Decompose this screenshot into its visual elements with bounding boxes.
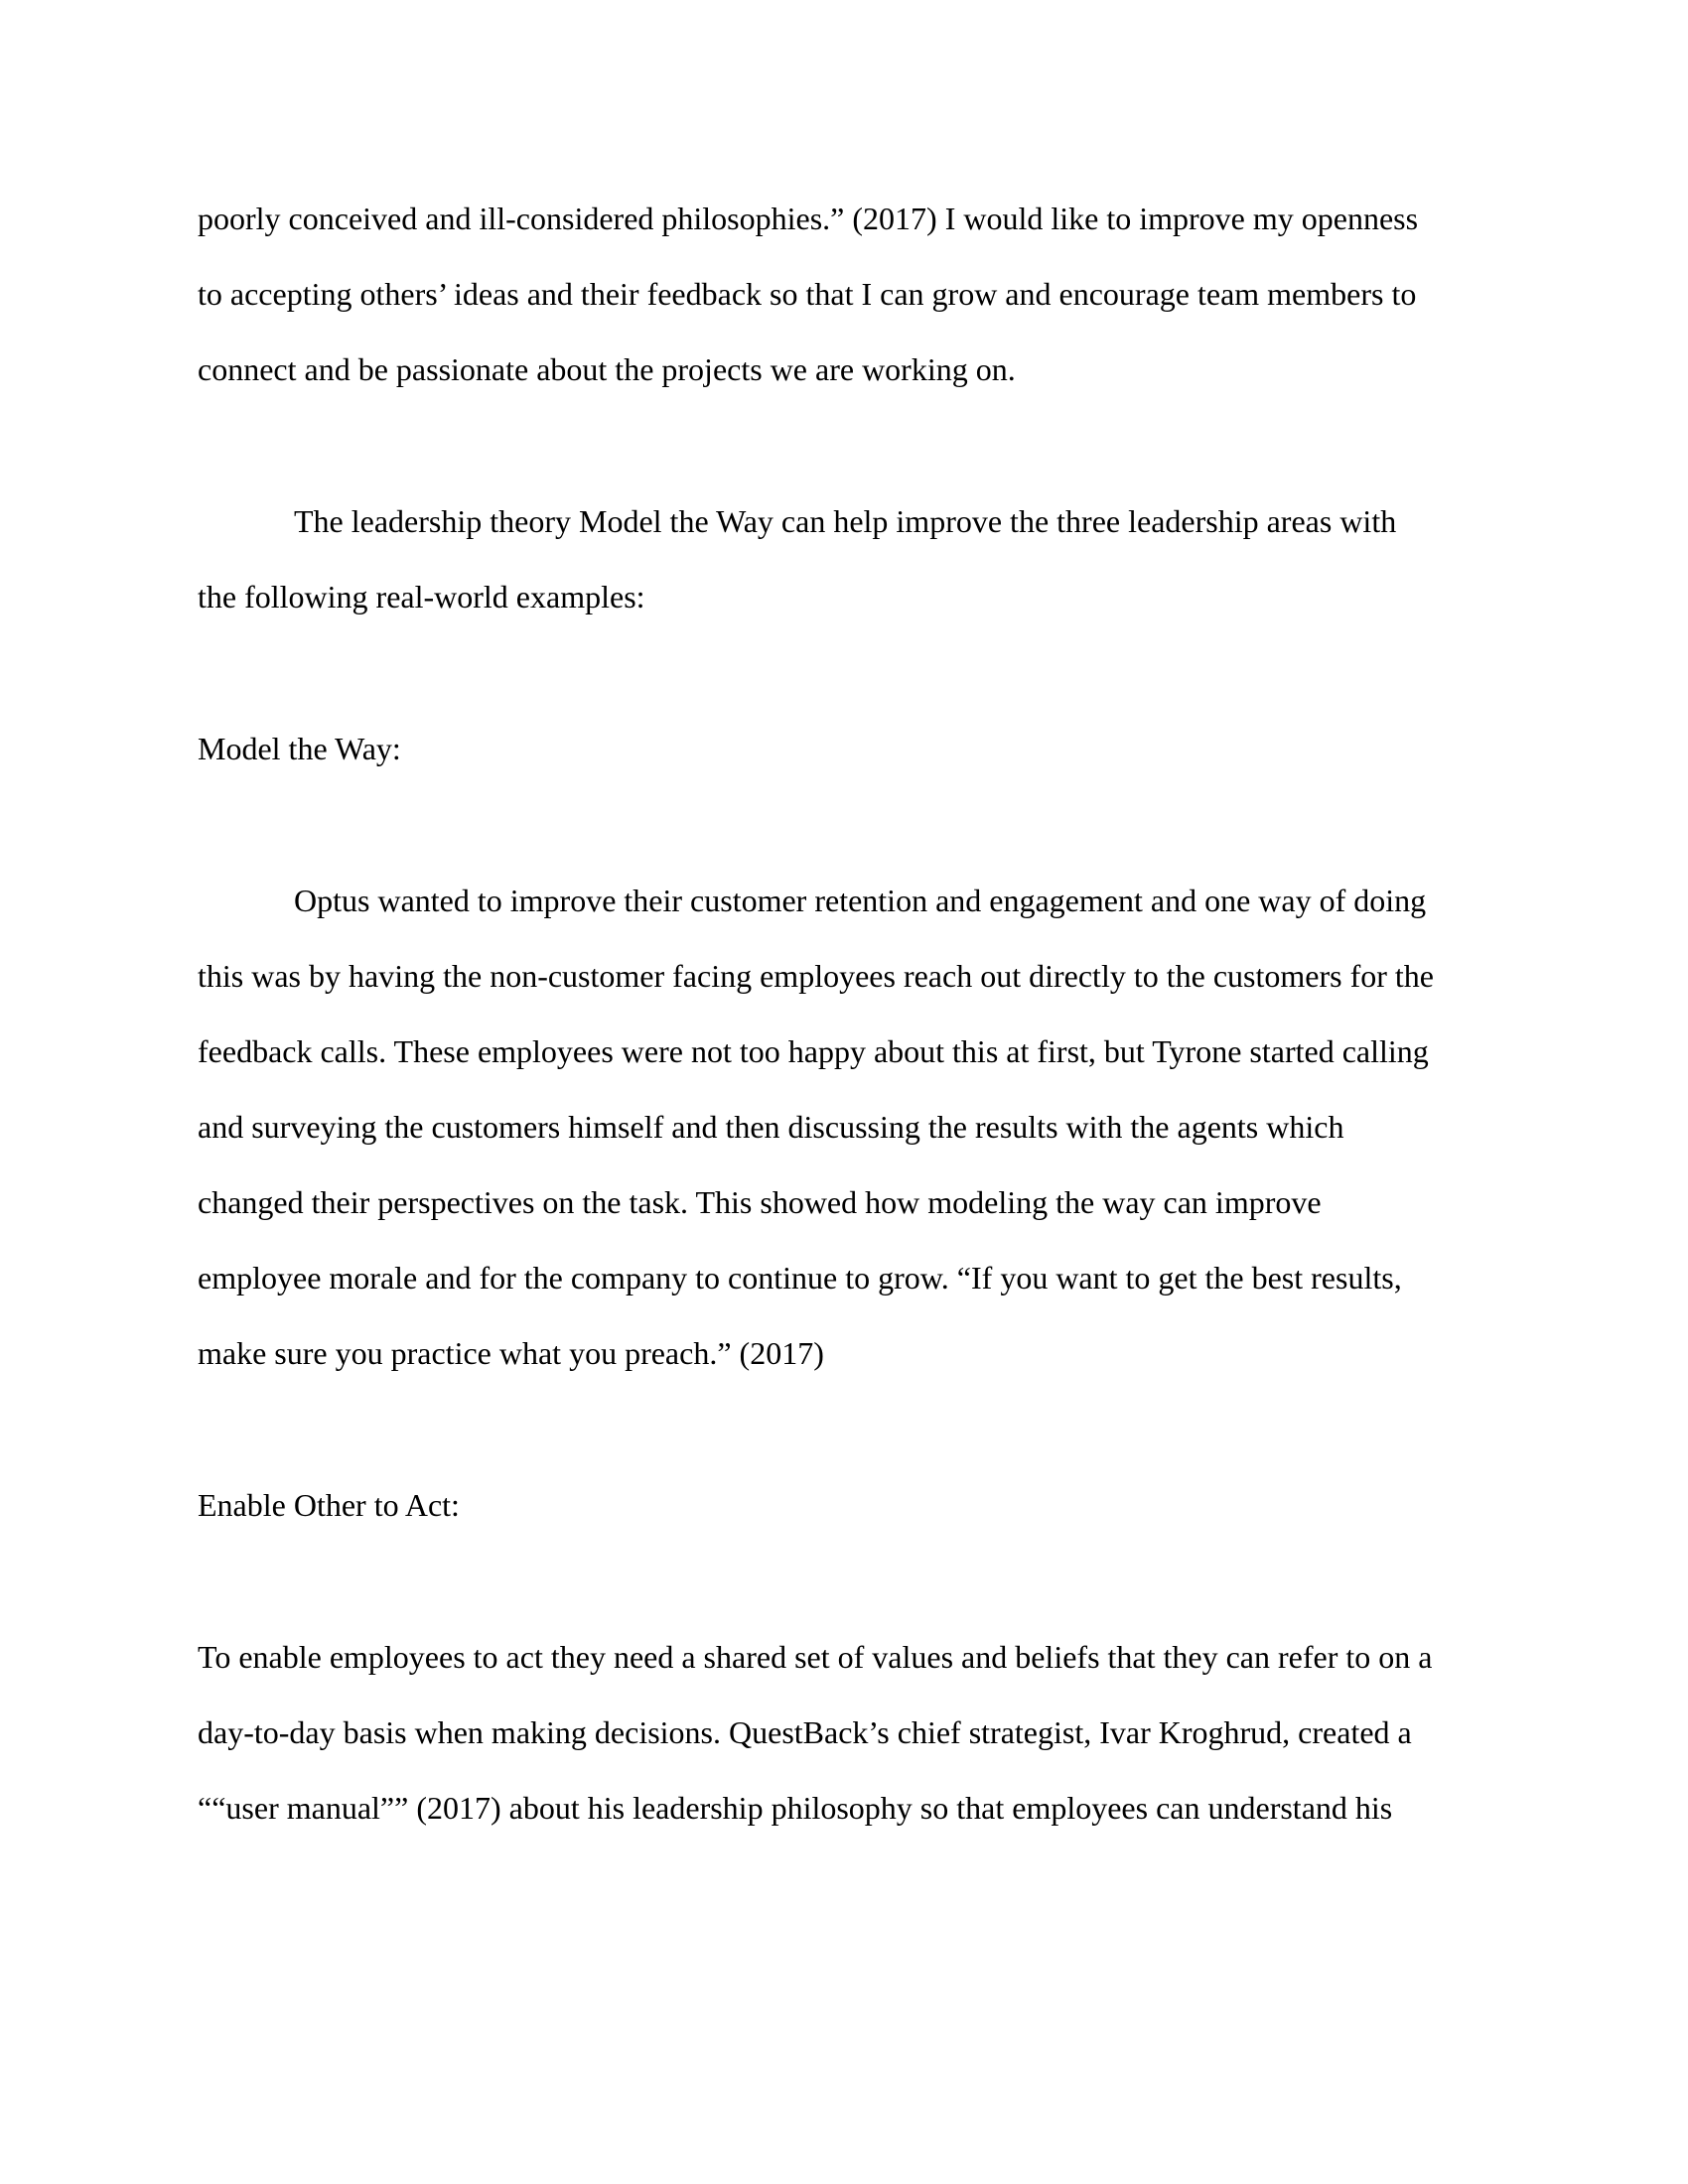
paragraph-1-line-1: poorly conceived and ill-considered philosophies.” (2017) I would like to improve my openness xyxy=(198,201,1419,236)
paragraph-2-line-1: The leadership theory Model the Way can help improve the three leadership areas with xyxy=(294,503,1397,539)
paragraph-1-line-2: to accepting others’ ideas and their feedback so that I can grow and encourage team members to xyxy=(198,276,1417,312)
paragraph-3-line-7: make sure you practice what you preach.” (2017) xyxy=(198,1335,824,1371)
paragraph-3-line-1: Optus wanted to improve their customer retention and engagement and one way of doing xyxy=(294,883,1427,918)
paragraph-3-line-6: employee morale and for the company to continue to grow. “If you want to get the best results, xyxy=(198,1260,1402,1296)
heading-enable-others-to-act: Enable Other to Act: xyxy=(198,1487,460,1523)
paragraph-3-line-3: feedback calls. These employees were not too happy about this at first, but Tyrone started calling xyxy=(198,1033,1429,1069)
paragraph-2-line-2: the following real-world examples: xyxy=(198,579,645,614)
heading-model-the-way: Model the Way: xyxy=(198,731,401,766)
paragraph-4-line-3: ““user manual”” (2017) about his leadership philosophy so that employees can understand his xyxy=(198,1790,1393,1826)
paragraph-3-line-5: changed their perspectives on the task. This showed how modeling the way can improve xyxy=(198,1184,1322,1220)
paragraph-3-line-2: this was by having the non-customer facing employees reach out directly to the customers for the xyxy=(198,958,1434,994)
paragraph-4-line-2: day-to-day basis when making decisions. QuestBack’s chief strategist, Ivar Kroghrud, created a xyxy=(198,1714,1412,1750)
paragraph-4-line-1: To enable employees to act they need a shared set of values and beliefs that they can refer to on a xyxy=(198,1639,1433,1675)
paragraph-1-line-3: connect and be passionate about the projects we are working on. xyxy=(198,351,1016,387)
paragraph-3-line-4: and surveying the customers himself and then discussing the results with the agents which xyxy=(198,1109,1344,1145)
